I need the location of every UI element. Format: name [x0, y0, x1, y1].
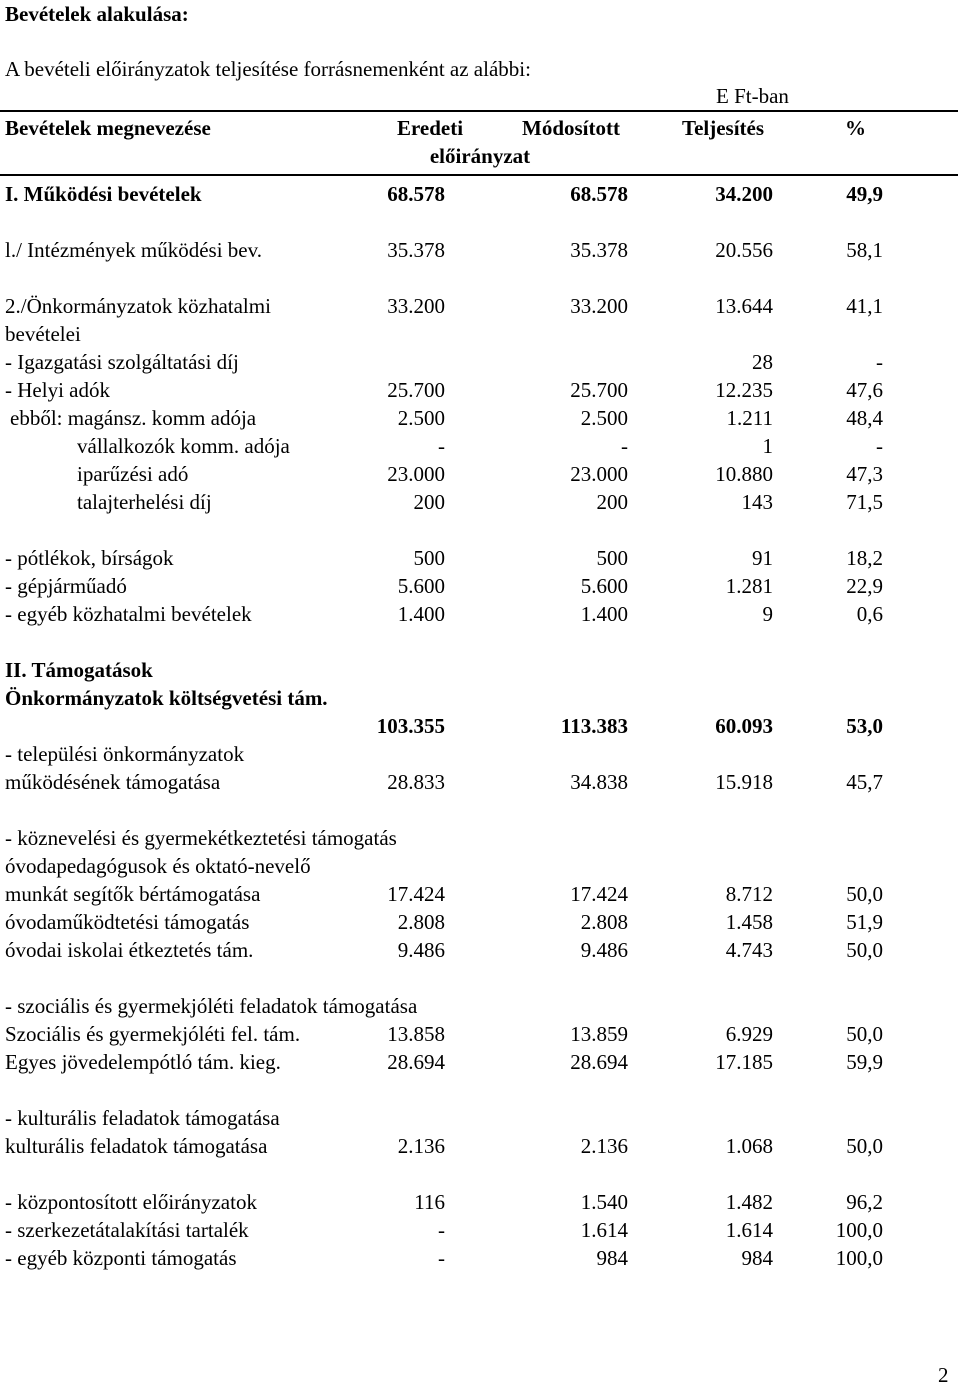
row-label: - kulturális feladatok támogatása — [5, 1106, 280, 1130]
cell-modositott: 200 — [596, 490, 628, 514]
cell-teljesites: 34.200 — [715, 182, 773, 206]
cell-eredeti: 25.700 — [387, 378, 445, 402]
row-label: ebből: magánsz. komm adója — [10, 406, 257, 430]
cell-eredeti: 500 — [413, 546, 445, 570]
cell-modositott: 25.700 — [570, 378, 628, 402]
page-title: Bevételek alakulása: — [5, 2, 189, 26]
cell-modositott: 1.400 — [580, 602, 628, 626]
row-label: - egyéb közhatalmi bevételek — [5, 602, 252, 626]
header-name: Bevételek megnevezése — [5, 116, 211, 140]
cell-modositott: 2.500 — [580, 406, 628, 430]
cell-eredeti: - — [438, 1246, 445, 1270]
cell-teljesites: 10.880 — [715, 462, 773, 486]
cell-modositott: 2.136 — [580, 1134, 628, 1158]
row-label: - köznevelési és gyermekétkeztetési támogatás — [5, 826, 397, 850]
cell-eredeti: 2.500 — [397, 406, 445, 430]
cell-eredeti: 33.200 — [387, 294, 445, 318]
header-modositott: Módosított — [522, 116, 620, 140]
cell-percent: 0,6 — [856, 602, 883, 626]
row-label: I. Működési bevételek — [5, 182, 202, 206]
cell-percent: 100,0 — [835, 1218, 883, 1242]
cell-eredeti: 2.808 — [397, 910, 445, 934]
row-label: talajterhelési díj — [77, 490, 212, 514]
header-top-rule — [0, 110, 958, 112]
cell-percent: 47,3 — [846, 462, 883, 486]
cell-percent: 50,0 — [846, 1022, 883, 1046]
row-label: Szociális és gyermekjóléti fel. tám. — [5, 1022, 301, 1046]
cell-percent: 48,4 — [846, 406, 883, 430]
cell-modositott: 28.694 — [570, 1050, 628, 1074]
cell-modositott: 35.378 — [570, 238, 628, 262]
cell-percent: 71,5 — [846, 490, 883, 514]
cell-teljesites: 143 — [741, 490, 773, 514]
cell-eredeti: 13.858 — [387, 1022, 445, 1046]
row-label: működésének támogatása — [5, 770, 221, 794]
cell-percent: 96,2 — [846, 1190, 883, 1214]
cell-eredeti: 35.378 — [387, 238, 445, 262]
row-label: II. Támogatások — [5, 658, 153, 682]
cell-modositott: 113.383 — [560, 714, 628, 738]
page-number: 2 — [938, 1363, 949, 1387]
cell-teljesites: 984 — [741, 1246, 773, 1270]
cell-teljesites: 8.712 — [725, 882, 773, 906]
cell-teljesites: 1.211 — [726, 406, 773, 430]
cell-modositott: 23.000 — [570, 462, 628, 486]
cell-modositott: 2.808 — [580, 910, 628, 934]
cell-teljesites: 1.614 — [725, 1218, 773, 1242]
cell-teljesites: 1.068 — [725, 1134, 773, 1158]
cell-percent: 58,1 — [846, 238, 883, 262]
cell-percent: 49,9 — [846, 182, 883, 206]
cell-percent: 51,9 — [846, 910, 883, 934]
cell-percent: 59,9 — [846, 1050, 883, 1074]
cell-teljesites: 1 — [762, 434, 773, 458]
row-label: bevételei — [5, 322, 81, 346]
cell-eredeti: 9.486 — [397, 938, 445, 962]
cell-modositott: 1.540 — [580, 1190, 628, 1214]
row-label: - szerkezetátalakítási tartalék — [5, 1218, 249, 1242]
cell-eredeti: 68.578 — [387, 182, 445, 206]
cell-modositott: 33.200 — [570, 294, 628, 318]
header-bottom-rule — [0, 174, 958, 176]
cell-percent: 50,0 — [846, 938, 883, 962]
cell-eredeti: 5.600 — [397, 574, 445, 598]
row-label: - központosított előirányzatok — [5, 1190, 257, 1214]
row-label: - Helyi adók — [5, 378, 110, 402]
unit-label: E Ft-ban — [716, 84, 789, 108]
cell-eredeti: 23.000 — [387, 462, 445, 486]
cell-modositott: 34.838 — [570, 770, 628, 794]
cell-modositott: 1.614 — [580, 1218, 628, 1242]
row-label: vállalkozók komm. adója — [77, 434, 290, 458]
cell-modositott: 17.424 — [570, 882, 628, 906]
cell-eredeti: 1.400 — [397, 602, 445, 626]
row-label: Egyes jövedelempótló tám. kieg. — [5, 1050, 281, 1074]
cell-teljesites: 91 — [752, 546, 773, 570]
cell-eredeti: 200 — [413, 490, 445, 514]
row-label: - gépjárműadó — [5, 574, 127, 598]
cell-teljesites: 20.556 — [715, 238, 773, 262]
cell-teljesites: 28 — [752, 350, 773, 374]
cell-percent: 22,9 — [846, 574, 883, 598]
cell-percent: 50,0 — [846, 882, 883, 906]
cell-teljesites: 15.918 — [715, 770, 773, 794]
cell-percent: 18,2 — [846, 546, 883, 570]
intro-text: A bevételi előirányzatok teljesítése forrásnemenként az alábbi: — [5, 57, 531, 81]
row-label: Önkormányzatok költségvetési tám. — [5, 686, 328, 710]
cell-eredeti: 28.833 — [387, 770, 445, 794]
cell-teljesites: 60.093 — [715, 714, 773, 738]
cell-teljesites: 1.281 — [725, 574, 773, 598]
cell-percent: 50,0 — [846, 1134, 883, 1158]
row-label: - egyéb központi támogatás — [5, 1246, 237, 1270]
cell-percent: 53,0 — [846, 714, 883, 738]
header-teljesites: Teljesítés — [682, 116, 765, 140]
cell-modositott: 5.600 — [580, 574, 628, 598]
cell-teljesites: 17.185 — [715, 1050, 773, 1074]
cell-teljesites: 4.743 — [725, 938, 773, 962]
cell-percent: 41,1 — [846, 294, 883, 318]
cell-teljesites: 9 — [762, 602, 773, 626]
header-percent: % — [845, 116, 866, 140]
cell-eredeti: 17.424 — [387, 882, 445, 906]
cell-modositott: - — [621, 434, 628, 458]
cell-eredeti: - — [438, 434, 445, 458]
cell-percent: 100,0 — [835, 1246, 883, 1270]
row-label: kulturális feladatok támogatása — [5, 1134, 268, 1158]
row-label: óvodai iskolai étkeztetés tám. — [5, 938, 254, 962]
row-label: - pótlékok, bírságok — [5, 546, 174, 570]
cell-percent: 45,7 — [846, 770, 883, 794]
cell-modositott: 984 — [596, 1246, 628, 1270]
cell-teljesites: 12.235 — [715, 378, 773, 402]
cell-modositott: 13.859 — [570, 1022, 628, 1046]
header-eloiranyzat: előirányzat — [429, 144, 531, 168]
row-label: l./ Intézmények működési bev. — [5, 238, 262, 262]
cell-eredeti: 103.355 — [376, 714, 445, 738]
header-eredeti: Eredeti — [396, 116, 464, 140]
cell-eredeti: 116 — [414, 1190, 445, 1214]
cell-eredeti: - — [438, 1218, 445, 1242]
cell-modositott: 9.486 — [580, 938, 628, 962]
row-label: - szociális és gyermekjóléti feladatok támogatása — [5, 994, 418, 1018]
row-label: óvodaműködtetési támogatás — [5, 910, 250, 934]
row-label: iparűzési adó — [77, 462, 189, 486]
row-label: 2./Önkormányzatok közhatalmi — [5, 294, 271, 318]
cell-percent: - — [876, 350, 883, 374]
row-label: - Igazgatási szolgáltatási díj — [5, 350, 239, 374]
cell-percent: - — [876, 434, 883, 458]
cell-teljesites: 1.458 — [725, 910, 773, 934]
cell-modositott: 500 — [596, 546, 628, 570]
row-label: - települési önkormányzatok — [5, 742, 245, 766]
cell-eredeti: 2.136 — [397, 1134, 445, 1158]
cell-modositott: 68.578 — [570, 182, 628, 206]
cell-teljesites: 1.482 — [725, 1190, 773, 1214]
row-label: munkát segítők bértámogatása — [5, 882, 261, 906]
cell-percent: 47,6 — [846, 378, 883, 402]
cell-teljesites: 13.644 — [715, 294, 773, 318]
cell-teljesites: 6.929 — [725, 1022, 773, 1046]
cell-eredeti: 28.694 — [387, 1050, 445, 1074]
row-label: óvodapedagógusok és oktató-nevelő — [5, 854, 311, 878]
